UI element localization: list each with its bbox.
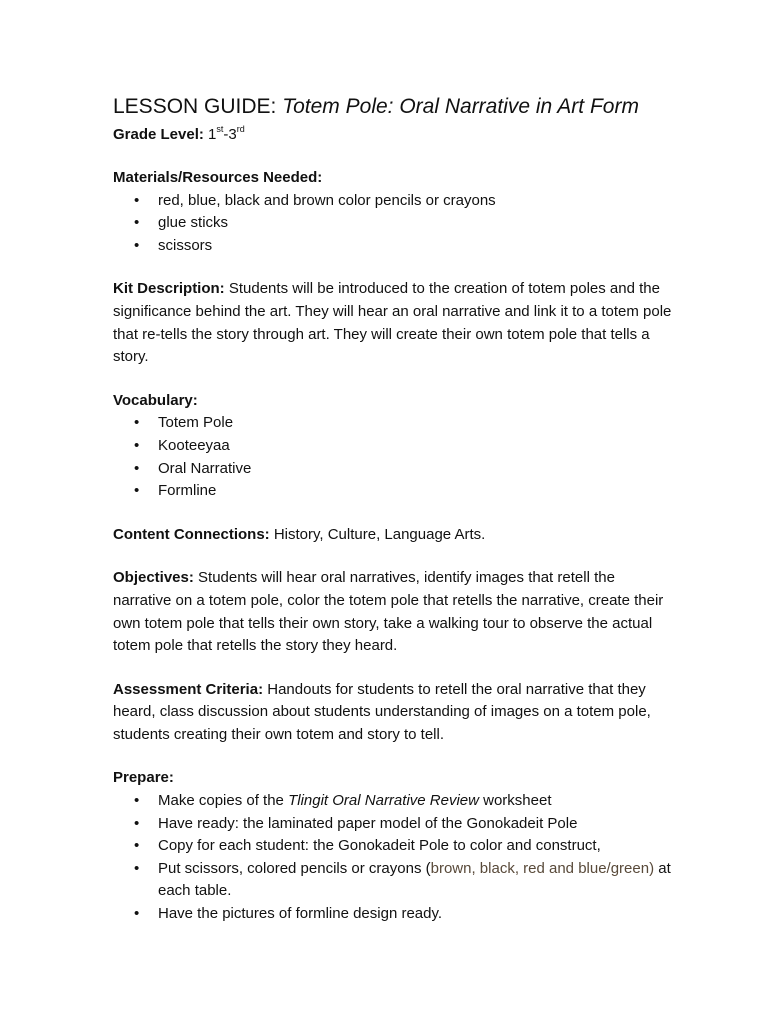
bullet: • (134, 414, 140, 432)
kit-description-label: Kit Description: (113, 280, 225, 298)
document-title (113, 93, 673, 121)
list-item-text: glue sticks (158, 214, 229, 232)
prepare-item-3: Copy for each student: the Gonokadeit Pole to color and construct, (158, 837, 601, 855)
prepare-item-1-before: Make copies of the (158, 792, 289, 810)
grade-dash: -3 (223, 126, 237, 143)
prepare-list (113, 790, 673, 926)
list-item (113, 212, 673, 235)
assessment-criteria-label: Assessment Criteria: (113, 680, 264, 698)
list-item (113, 790, 673, 813)
prepare-heading: Prepare: (113, 769, 174, 787)
content-connections (113, 524, 673, 547)
bullet: • (134, 792, 140, 810)
materials-list (113, 190, 673, 258)
title-prefix: LESSON GUIDE: (113, 95, 283, 118)
prepare-item-4-before: Put scissors, colored pencils or crayons ( (158, 859, 431, 877)
bullet: • (134, 214, 140, 232)
materials-heading: Materials/Resources Needed: (113, 169, 323, 186)
assessment-criteria (113, 679, 673, 747)
bullet: • (134, 191, 140, 209)
list-item-text: red, blue, black and brown color pencils or crayons (158, 191, 496, 209)
grade-level (113, 124, 673, 146)
bullet: • (134, 459, 140, 477)
assessment-criteria-text: Handouts for students to retell the oral narrative that they heard, class discussion about students understanding of images on a totem pole, students creating their own totem and story to tell. (113, 680, 651, 743)
list-item-text: Totem Pole (158, 414, 234, 432)
list-item (113, 480, 673, 503)
title-italic: Totem Pole: Oral Narrative in Art Form (282, 95, 639, 118)
grade-from-suffix: st (216, 124, 224, 134)
list-item (113, 235, 673, 258)
bullet: • (134, 482, 140, 500)
prepare-item-2: Have ready: the laminated paper model of the Gonokadeit Pole (158, 814, 578, 832)
objectives (113, 567, 673, 657)
grade-to-suffix: rd (236, 124, 245, 134)
content-connections-text: History, Culture, Language Arts. (269, 525, 486, 543)
bullet: • (134, 859, 140, 877)
bullet: • (134, 905, 140, 923)
list-item-text: scissors (158, 236, 213, 254)
grade-from: 1 (208, 126, 217, 143)
prepare-item-5: Have the pictures of formline design ready. (158, 905, 443, 923)
list-item (113, 903, 673, 926)
prepare-item-4-after: at each table. (158, 859, 671, 900)
objectives-text: Students will hear oral narratives, identify images that retell the narrative on a totem pole, color the totem pole that retells the narrative, create their own totem pole that tells their own story, take a walking tour to observe the actual totem pole that retells the story they heard. (113, 569, 664, 655)
list-item-text: Oral Narrative (158, 459, 252, 477)
list-item (113, 835, 673, 858)
list-item (113, 435, 673, 458)
kit-description-text: Students will be introduced to the creation of totem poles and the significance behind the art. They will hear an oral narrative and link it to a totem pole that re-tells the story through art. They will create their own totem pole that tells a story. (113, 280, 672, 366)
list-item (113, 412, 673, 435)
vocabulary-heading: Vocabulary: (113, 391, 198, 409)
grade-level-label: Grade Level: (113, 126, 204, 143)
bullet: • (134, 436, 140, 454)
bullet: • (134, 837, 140, 855)
content-connections-label: Content Connections: (113, 525, 270, 543)
prepare-item-1-after: worksheet (478, 792, 552, 810)
objectives-label: Objectives: (113, 569, 194, 587)
vocabulary-list (113, 412, 673, 502)
list-item (113, 458, 673, 481)
list-item (113, 858, 673, 903)
lesson-guide-document (113, 93, 673, 926)
list-item-text: Kooteeyaa (158, 436, 230, 454)
bullet: • (134, 236, 140, 254)
prepare-item-4-colors: brown, black, red and blue/green) (430, 859, 655, 877)
list-item (113, 813, 673, 836)
kit-description (113, 278, 673, 368)
list-item (113, 190, 673, 213)
bullet: • (134, 814, 140, 832)
worksheet-title: Tlingit Oral Narrative Review (288, 792, 479, 810)
list-item-text: Formline (158, 482, 217, 500)
